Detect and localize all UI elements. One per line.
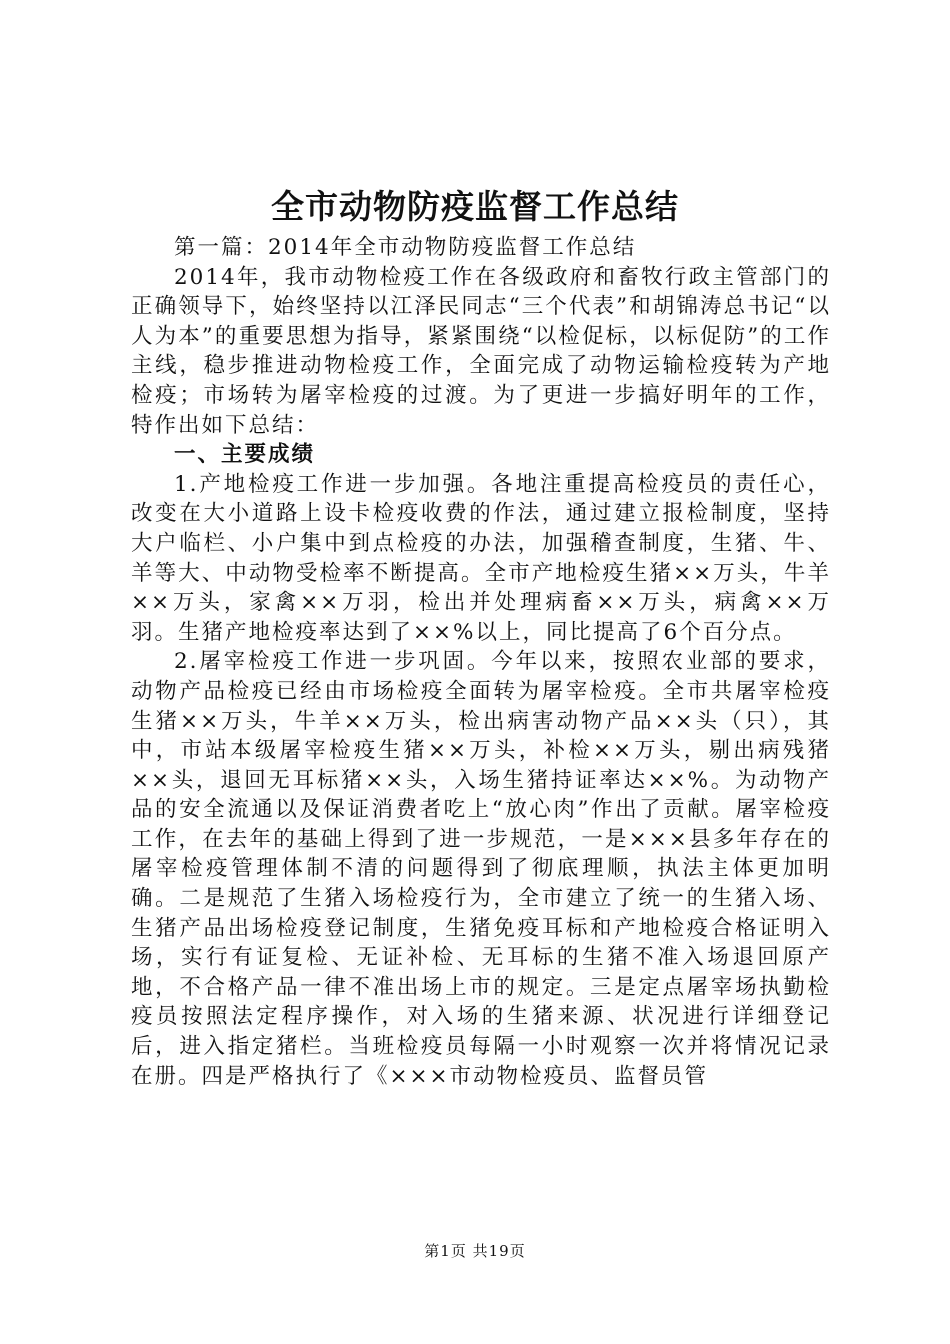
document-body <box>131 233 831 1091</box>
page-title: 全市动物防疫监督工作总结 <box>271 187 679 226</box>
paragraph-slaughter-inspection: 2.屠宰检疫工作进一步巩固。今年以来，按照农业部的要求，动物产品检疫已经由市场检疫全面转为屠宰检疫。全市共屠宰检疫生猪××万头，牛羊××万头，检出病害动物产品××头（只），其中，市站本级屠宰检疫生猪××万头，补检××万头，剔出病残猪××头，退回无耳标猪××头，入场生猪持证率达××%。为动物产品的安全流通以及保证消费者吃上“放心肉”作出了贡献。屠宰检疫工作，在去年的基础上得到了进一步规范，一是×××县多年存在的屠宰检疫管理体制不清的问题得到了彻底理顺，执法主体更加明确。二是规范了生猪入场检疫行为，全市建立了统一的生猪入场、生猪产品出场检疫登记制度，生猪免疫耳标和产地检疫合格证明入场，实行有证复检、无证补检、无耳标的生猪不准入场退回原产地，不合格产品一律不准出场上市的规定。三是定点屠宰场执勤检疫员按照法定程序操作，对入场的生猪来源、状况进行详细登记后，进入指定猪栏。当班检疫员每隔一小时观察一次并将情况记录在册。四是严格执行了《×××市动物检疫员、监督员管 <box>131 649 831 1089</box>
section-subtitle: 第一篇：2014年全市动物防疫监督工作总结 <box>174 235 637 260</box>
paragraph-intro: 2014年，我市动物检疫工作在各级政府和畜牧行政主管部门的正确领导下，始终坚持以江泽民同志“三个代表”和胡锦涛总书记“以人为本”的重要思想为指导，紧紧围绕“以检促标，以标促防”的工作主线，稳步推进动物检疫工作，全面完成了动物运输检疫转为产地检疫；市场转为屠宰检疫的过渡。为了更进一步搞好明年的工作，特作出如下总结： <box>131 264 831 438</box>
paragraph-origin-inspection: 1.产地检疫工作进一步加强。各地注重提高检疫员的责任心，改变在大小道路上设卡检疫收费的作法，通过建立报检制度，坚持大户临栏、小户集中到点检疫的办法，加强稽查制度，生猪、牛、羊等大、中动物受检率不断提高。全市产地检疫生猪××万头，牛羊××万头，家禽××万羽，检出并处理病畜××万头，病禽××万羽。生猪产地检疫率达到了××%以上，同比提高了6个百分点。 <box>131 471 831 645</box>
page-footer: 第1页 共19页 <box>424 1242 526 1260</box>
section-heading: 一、主要成绩 <box>174 442 316 468</box>
